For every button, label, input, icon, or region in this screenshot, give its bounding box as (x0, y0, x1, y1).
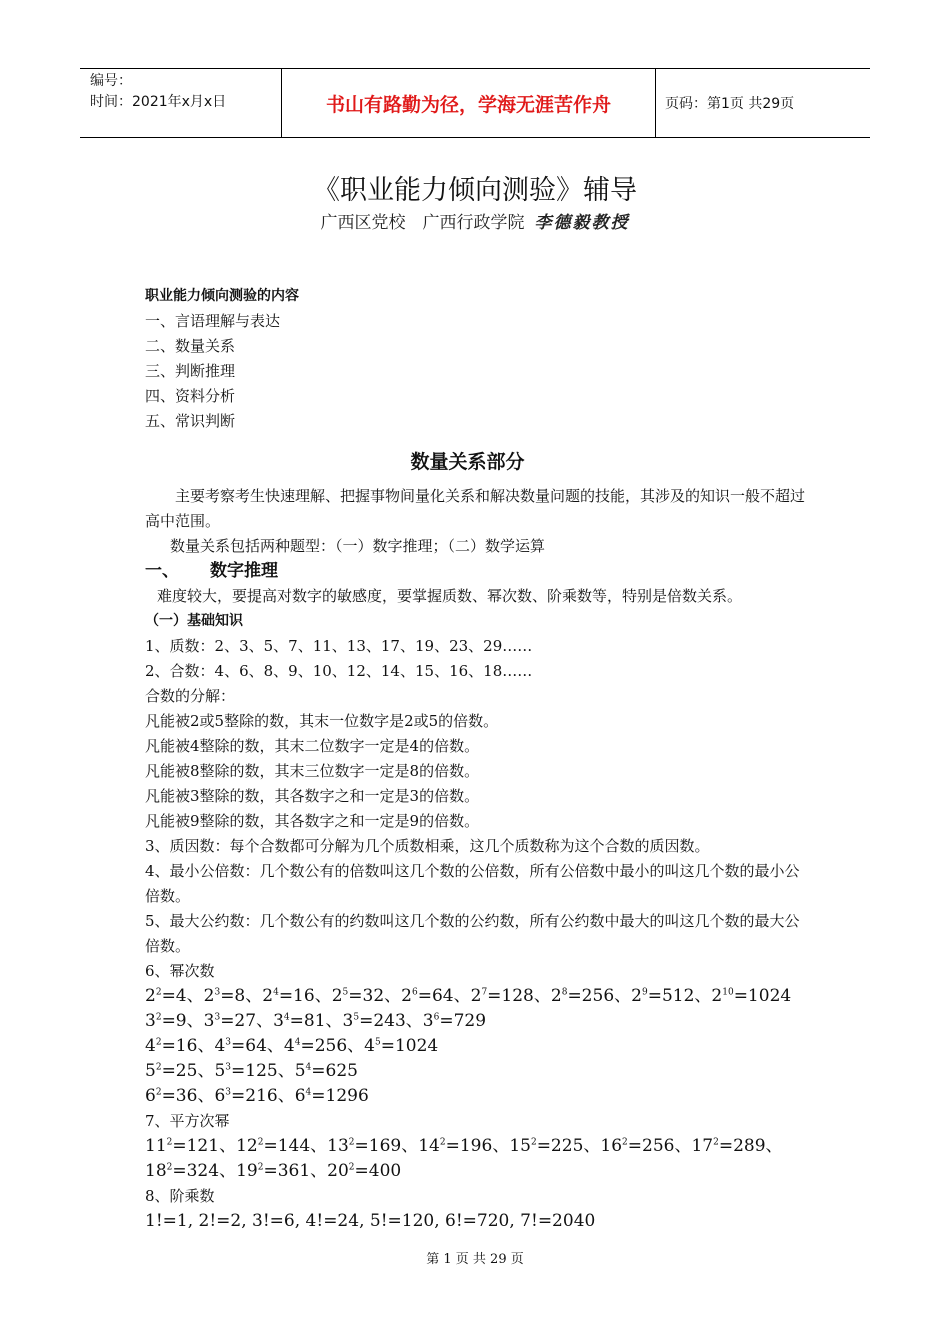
power-term: $2^5=32$ (331, 986, 385, 1006)
power-term: $3^6=729$ (422, 1011, 487, 1031)
power-term: $2^2=4$ (145, 986, 187, 1006)
power-term: $2^3=8$ (203, 986, 246, 1006)
basics-title: （一）基础知识 (145, 613, 243, 629)
power-term: $15^2=225$ (509, 1136, 584, 1156)
page-footer: 第 1 页 共 29 页 (426, 1252, 524, 1267)
power-term: $14^2=196$ (418, 1136, 493, 1156)
divisibility-rule: 凡能被3整除的数，其各数字之和一定是3的倍数。 (145, 787, 480, 805)
power-term: $4^2=16$ (145, 1036, 198, 1056)
power-term: $2^4=16$ (262, 986, 315, 1006)
part-number: 一、 (145, 561, 179, 581)
powers-base4: $4^2=16$、$4^3=64$、$4^4=256$、$4^5=1024$ (145, 1036, 439, 1056)
power-term: $3^2=9$ (145, 1011, 187, 1031)
power-term: $2^8=256$ (550, 986, 615, 1006)
squares-list: $11^2=121$、$12^2=144$、$13^2=169$、$14^2=196$、$15^2=225$、$16^2=256$、$17^2=289$、$18^2=324$、$19^2=361$、$20^2=400$ (145, 1136, 783, 1181)
section-types: 数量关系包括两种题型：（一）数字推理；（二）数学运算 (170, 537, 546, 555)
powers-base6: $6^2=36$、$6^3=216$、$6^4=1296$ (145, 1086, 369, 1106)
divisibility-rule: 凡能被8整除的数，其末三位数字一定是8的倍数。 (145, 762, 480, 780)
power-term: $2^9=512$ (631, 986, 695, 1006)
factorial-title: 8、阶乘数 (145, 1187, 215, 1205)
header-slogan: 书山有路勤为径，学海无涯苦作舟 (281, 69, 656, 137)
section-intro: 主要考察考生快速理解、把握事物间量化关系和解决数量问题的技能，其涉及的知识一般不超过高中范围。 (145, 487, 806, 530)
power-term: $19^2=361$ (236, 1161, 311, 1181)
contents-item: 三、判断推理 (145, 362, 236, 380)
power-term: $2^7=128$ (470, 986, 534, 1006)
number-label: 编号： (90, 73, 132, 89)
contents-heading: 职业能力倾向测验的内容 (145, 288, 299, 304)
power-term: $6^2=36$ (145, 1086, 198, 1106)
document-subtitle (0, 208, 950, 233)
squares-title: 7、平方次幂 (145, 1112, 230, 1130)
contents-item: 一、言语理解与表达 (145, 312, 281, 330)
prime-factor-definition: 3、质因数：每个合数都可分解为几个质数相乘，这几个质数称为这个合数的质因数。 (145, 837, 710, 855)
divisibility-rule: 凡能被4整除的数，其末二位数字一定是4的倍数。 (145, 737, 480, 755)
power-term: $11^2=121$ (145, 1136, 220, 1156)
header-meta (80, 69, 280, 137)
power-term: $4^3=64$ (214, 1036, 267, 1056)
primes-line: 1、质数：2、3、5、7、11、13、17、19、23、29…… (145, 637, 533, 655)
contents-item: 五、常识判断 (145, 412, 236, 430)
author-signature: 李德毅教授 (534, 213, 630, 233)
power-term: $5^2=25$ (145, 1061, 198, 1081)
part-title: 数字推理 (210, 561, 278, 581)
power-term: $5^4=625$ (294, 1061, 358, 1081)
divisibility-rule: 凡能被9整除的数，其各数字之和一定是9的倍数。 (145, 812, 480, 830)
section-title: 数量关系部分 (410, 451, 525, 473)
part-heading (145, 559, 810, 584)
power-term: $4^4=256$ (283, 1036, 348, 1056)
power-term: $6^4=1296$ (294, 1086, 369, 1106)
power-term: $18^2=324$ (145, 1161, 220, 1181)
powers-base2: $2^2=4$、$2^3=8$、$2^4=16$、$2^5=32$、$2^6=64$、$2^7=128$、$2^8=256$、$2^9=512$、$2^{10}=1024$ (145, 986, 792, 1006)
lcm-definition: 4、最小公倍数：几个数公有的倍数叫这几个数的公倍数，所有公倍数中最小的叫这几个数的最小公倍数。 (145, 862, 800, 905)
power-term: $3^5=243$ (342, 1011, 406, 1031)
contents-item: 二、数量关系 (145, 337, 236, 355)
decomposition-title: 合数的分解： (145, 687, 236, 705)
header-page-info: 页码：第1页 共29页 (665, 96, 795, 112)
subtitle-org: 广西区党校 广西行政学院 (320, 213, 525, 233)
power-term: $12^2=144$ (236, 1136, 311, 1156)
document-header (80, 68, 870, 138)
power-term: $2^{10}=1024$ (711, 986, 792, 1006)
power-term: $6^3=216$ (214, 1086, 278, 1106)
composites-line: 2、合数：4、6、8、9、10、12、14、15、16、18…… (145, 662, 533, 680)
time-label: 时间：2021年x月x日 (90, 94, 227, 110)
power-term: $4^5=1024$ (364, 1036, 439, 1056)
document-body (145, 284, 810, 1234)
power-term: $3^3=27$ (203, 1011, 257, 1031)
power-term: $16^2=256$ (600, 1136, 675, 1156)
factorials-line: 1!=1, 2!=2, 3!=6, 4!=24, 5!=120, 6!=720, 7!=2040 (145, 1211, 596, 1231)
contents-item: 四、资料分析 (145, 387, 236, 405)
part-description: 难度较大，要提高对数字的敏感度，要掌握质数、幂次数、阶乘数等，特别是倍数关系。 (157, 587, 743, 605)
divisibility-rule: 凡能被2或5整除的数，其末一位数字是2或5的倍数。 (145, 712, 499, 730)
gcd-definition: 5、最大公约数：几个数公有的约数叫这几个数的公约数，所有公约数中最大的叫这几个数的最大公倍数。 (145, 912, 800, 955)
powers-base5: $5^2=25$、$5^3=125$、$5^4=625$ (145, 1061, 358, 1081)
power-term: $17^2=289$ (691, 1136, 766, 1156)
powers-base3: $3^2=9$、$3^3=27$、$3^4=81$、$3^5=243$、$3^6=729$ (145, 1011, 487, 1031)
power-term: $2^6=64$ (401, 986, 454, 1006)
powers-title: 6、幂次数 (145, 962, 215, 980)
power-term: $20^2=400$ (327, 1161, 402, 1181)
power-term: $13^2=169$ (327, 1136, 402, 1156)
power-term: $3^4=81$ (273, 1011, 326, 1031)
document-title: 《职业能力倾向测验》辅导 (313, 175, 637, 206)
power-term: $5^3=125$ (214, 1061, 278, 1081)
